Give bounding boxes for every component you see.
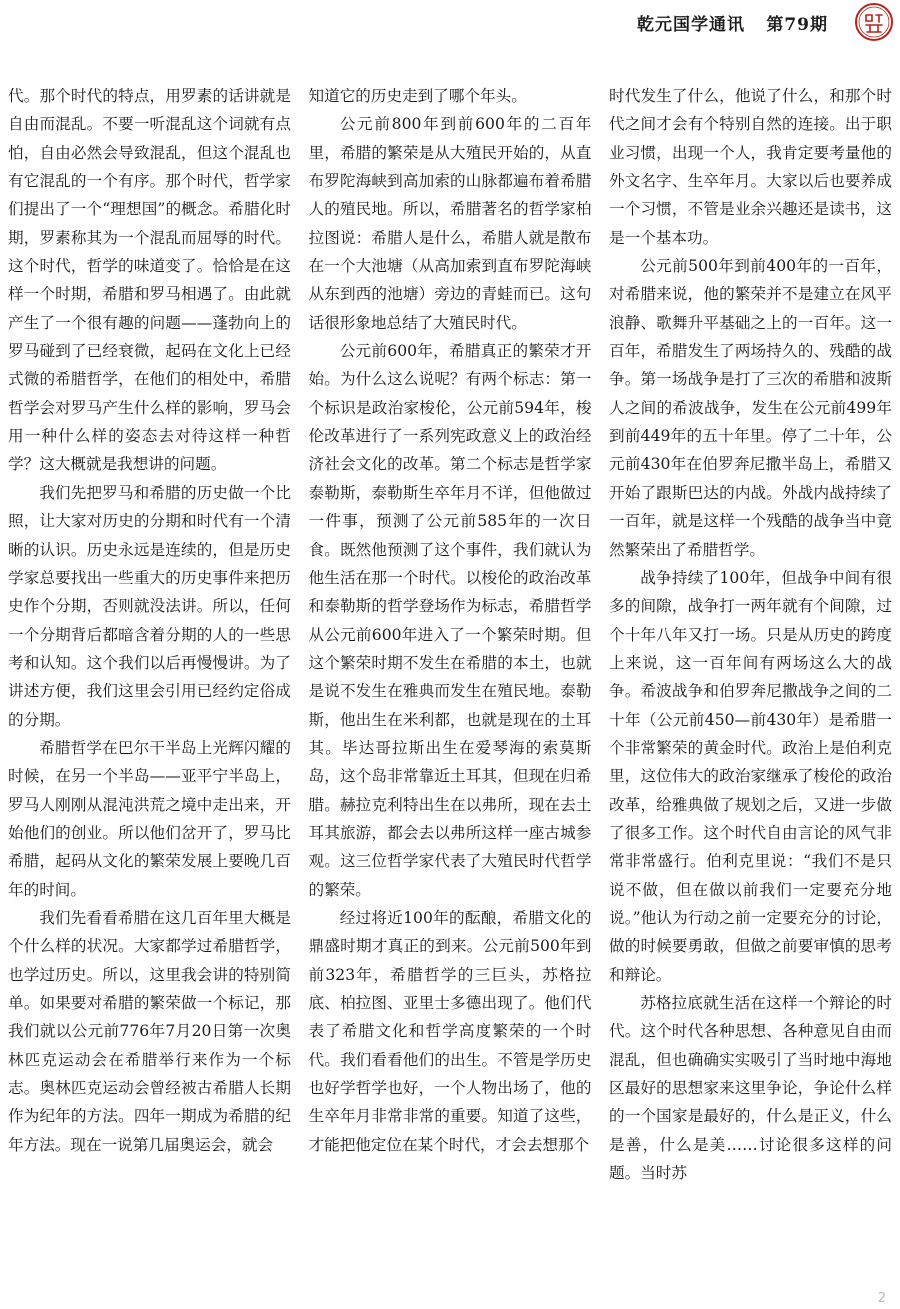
paragraph: 公元前800年到前600年的二百年里，希腊的繁荣是从大殖民开始的，从直布罗陀海峡到高加索的山脉都遍布着希腊人的殖民地。所以，希腊著名的哲学家柏拉图说：希腊人是什么，希腊人就是散布在一个大池塘（从高加索到直布罗陀海峡从东到西的池塘）旁边的青蛙而已。这句话很形象地总结了大殖民时代。	[308, 115, 592, 332]
article-body	[8, 82, 892, 1272]
publication-title: 乾元国学通讯	[637, 15, 745, 35]
paragraph: 时代发生了什么，他说了什么，和那个时代之间才会有个特别自然的连接。出于职业习惯，出现一个人，我肯定要考量他的外文名字、生卒年月。大家以后也要养成一个习惯，不管是业余兴趣还是读书，这是一个基本功。	[609, 87, 892, 247]
paragraph: 经过将近100年的酝酿，希腊文化的鼎盛时期才真正的到来。公元前500年到前323年，希腊哲学的三巨头，苏格拉底、柏拉图、亚里士多德出现了。他们代表了希腊文化和哲学高度繁荣的一个时代。我们看看他们的出生。不管是学历史也好学哲学也好，一个人物出场了，他的生卒年月非常非常的重要。知道了这些，才能把他定位在某个时代，才会去想那个	[308, 908, 592, 1154]
issue-number: 第79期	[766, 15, 828, 35]
page-header	[0, 0, 900, 46]
text-column-2	[309, 82, 592, 1272]
paragraph: 代。那个时代的特点，用罗素的话讲就是自由而混乱。不要一听混乱这个词就有点怕，自由必然会导致混乱，但这个混乱也有它混乱的一个有序。那个时代，哲学家们提出了一个“理想国”的概念。希腊化时期，罗素称其为一个混乱而屈辱的时代。这个时代，哲学的味道变了。恰恰是在这样一个时期，希腊和罗马相遇了。由此就产生了一个很有趣的问题——蓬勃向上的罗马碰到了已经衰微，起码在文化上已经式微的希腊哲学，在他们的相处中，希腊哲学会对罗马产生什么样的影响，罗马会用一种什么样的姿态去对待这样一种哲学？这大概就是我想讲的问题。	[8, 87, 291, 474]
page-number: 2	[877, 1291, 886, 1306]
paragraph: 我们先看看希腊在这几百年里大概是个什么样的状况。大家都学过希腊哲学，也学过历史。所以，这里我会讲的特别简单。如果要对希腊的繁荣做一个标记，那我们就以公元前776年7月20日第一次奥林匹克运动会在希腊举行来作为一个标志。奥林匹克运动会曾经被古希腊人长期作为纪年的方法。四年一期成为希腊的纪年方法。现在一说第几届奥运会，就会	[8, 908, 291, 1154]
text-column-1	[8, 82, 291, 1272]
paragraph: 公元前600年，希腊真正的繁荣才开始。为什么这么说呢？有两个标志：第一个标识是政治家梭伦，公元前594年，梭伦改革进行了一系列宪政意义上的政治经济社会文化的改革。第二个标志是哲学家泰勒斯，泰勒斯生卒年月不详，但他做过一件事，预测了公元前585年的一次日食。既然他预测了这个事件，我们就认为他生活在那一个时代。以梭伦的政治改革和泰勒斯的哲学登场作为标志，希腊哲学从公元前600年进入了一个繁荣时期。但这个繁荣时期不发生在希腊的本土，也就是说不发生在雅典而发生在殖民地。泰勒斯，他出生在米利都，也就是现在的土耳其。毕达哥拉斯出生在爱琴海的索莫斯岛，这个岛非常靠近土耳其，但现在归希腊。赫拉克利特出生在以弗所，现在去土耳其旅游，都会去以弗所这样一座古城参观。这三位哲学家代表了大殖民时代哲学的繁荣。	[308, 342, 592, 899]
paragraph: 战争持续了100年，但战争中间有很多的间隙，战争打一两年就有个间隙，过个十年八年又打一场。只是从历史的跨度上来说，这一百年间有两场这么大的战争。希波战争和伯罗奔尼撒战争之间的二十年（公元前450—前430年）是希腊一个非常繁荣的黄金时代。政治上是伯利克里，这位伟大的政治家继承了梭伦的政治改革，给雅典做了规划之后，又进一步做了很多工作。这个时代自由言论的风气非常非常盛行。伯利克里说：“我们不是只说不做，但在做以前我们一定要充分地说。”他认为行动之前一定要充分的讨论，做的时候要勇敢，但做之前要审慎的思考和辩论。	[609, 568, 892, 984]
paragraph: 我们先把罗马和希腊的历史做一个比照，让大家对历史的分期和时代有一个清晰的认识。历史永远是连续的，但是历史学家总要找出一些重大的历史事件来把历史作个分期，否则就没法讲。所以，任何一个分期背后都暗含着分期的人的一些思考和认知。这个我们以后再慢慢讲。为了讲述方便，我们这里会引用已经约定俗成的分期。	[8, 483, 291, 729]
paragraph: 公元前500年到前400年的一百年，对希腊来说，他的繁荣并不是建立在风平浪静、歌舞升平基础之上的一百年。这一百年，希腊发生了两场持久的、残酷的战争。第一场战争是打了三次的希腊和波斯人之间的希波战争，发生在公元前499年到前449年的五十年里。停了二十年，公元前430年在伯罗奔尼撒半岛上，希腊又开始了跟斯巴达的内战。外战内战持续了一百年，就是这样一个残酷的战争当中竟然繁荣出了希腊哲学。	[609, 257, 892, 559]
text-column-3	[609, 82, 892, 1272]
seal-stamp-icon	[854, 2, 894, 42]
paragraph: 苏格拉底就生活在这样一个辩论的时代。这个时代各种思想、各种意见自由而混乱，但也确确实实吸引了当时地中海地区最好的思想家来这里争论，争论什么样的一个国家是最好的，什么是正义，什么是善，什么是美……讨论很多这样的问题。当时苏	[609, 994, 892, 1183]
paragraph: 希腊哲学在巴尔干半岛上光辉闪耀的时候，在另一个半岛——亚平宁半岛上，罗马人刚刚从混沌洪荒之境中走出来，开始他们的创业。所以他们岔开了，罗马比希腊，起码从文化的繁荣发展上要晚几百年的时间。	[8, 738, 291, 899]
paragraph: 知道它的历史走到了哪个年头。	[308, 87, 527, 105]
